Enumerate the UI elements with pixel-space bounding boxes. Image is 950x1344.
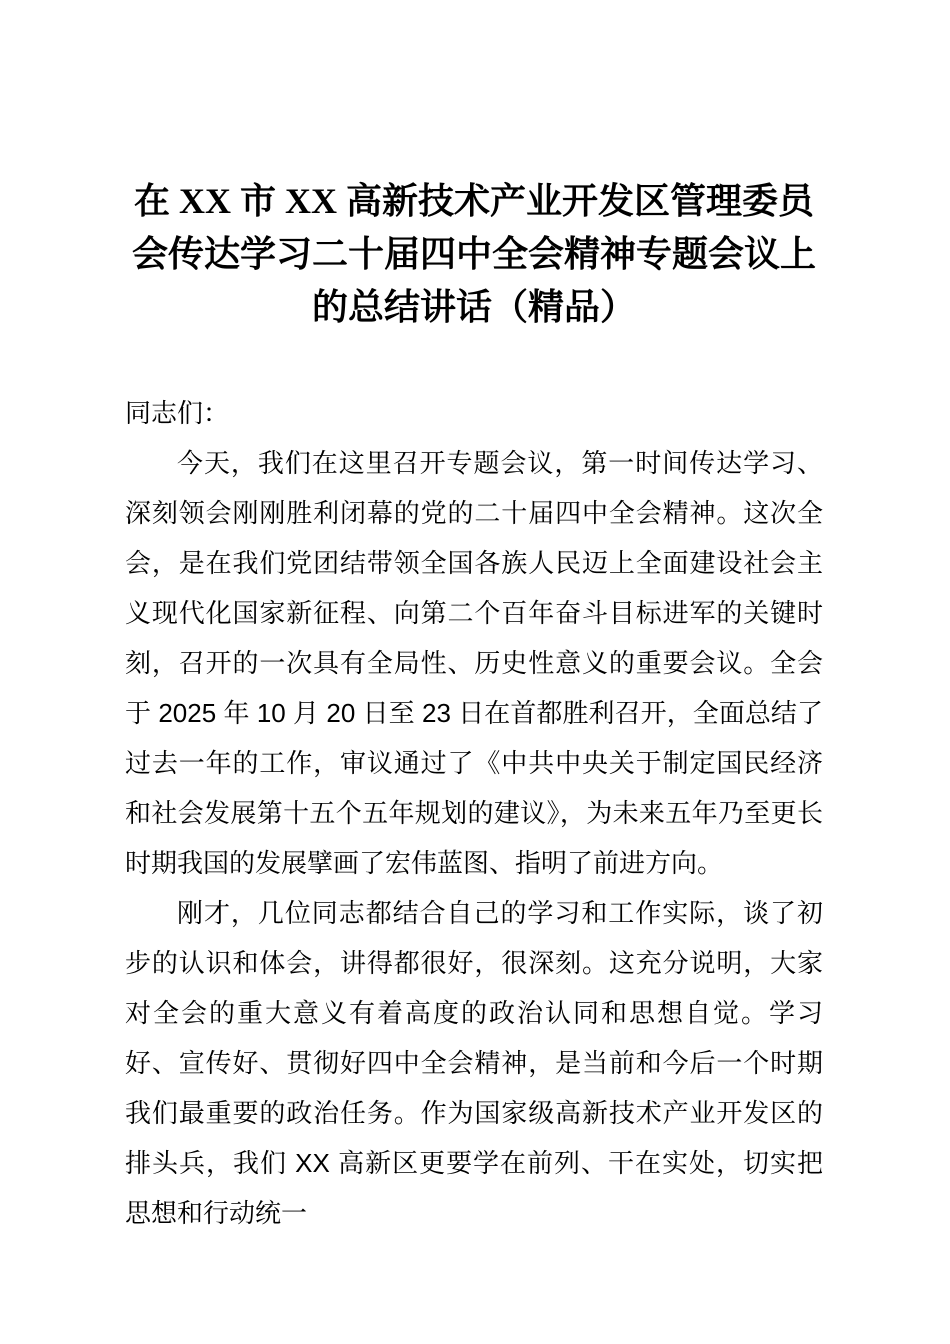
- document-title: 在 XX 市 XX 高新技术产业开发区管理委员会传达学习二十届四中全会精神专题会议上的总结讲话（精品）: [131, 181, 816, 327]
- body-paragraph: 今天，我们在这里召开专题会议，第一时间传达学习、深刻领会刚刚胜利闭幕的党的二十届四中全会精神。这次全会，是在我们党团结带领全国各族人民迈上全面建设社会主义现代化国家新征程、向第二个百年奋斗目标进军的关键时刻，召开的一次具有全局性、历史性意义的重要会议。全会于 2025 年 10 月 20 日至 23 日在首都胜利召开，全面总结了过去一年的工作，审议通过了《中共中央关于制定国民经济和社会发展第十五个五年规划的建议》，为未来五年乃至更长时期我国的发展擘画了宏伟蓝图、指明了前进方向。: [125, 448, 823, 878]
- body-paragraph: 刚才，几位同志都结合自己的学习和工作实际，谈了初步的认识和体会，讲得都很好，很深刻。这充分说明，大家对全会的重大意义有着高度的政治认同和思想自觉。学习好、宣传好、贯彻好四中全会精神，是当前和今后一个时期我们最重要的政治任务。作为国家级高新技术产业开发区的排头兵，我们 XX 高新区更要学在前列、干在实处，切实把思想和行动统一: [125, 898, 823, 1228]
- salutation: 同志们：: [125, 398, 230, 428]
- document-body: [125, 388, 823, 1238]
